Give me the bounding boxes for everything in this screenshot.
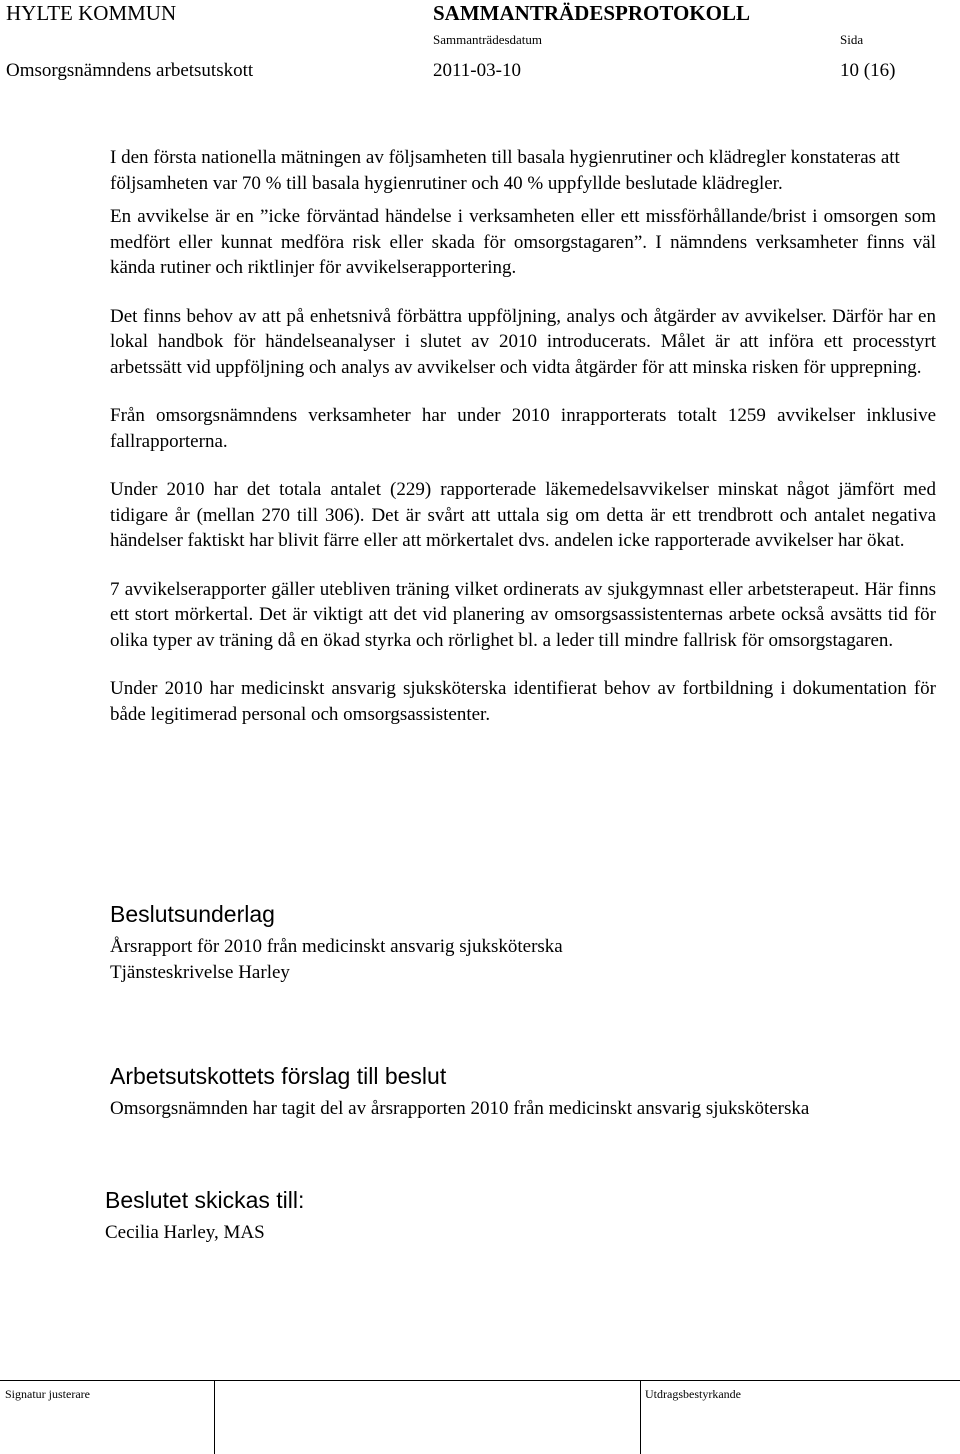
decision-basis-item: Tjänsteskrivelse Harley	[110, 962, 290, 983]
meeting-date-label: Sammanträdesdatum	[433, 32, 543, 47]
committee-name: Omsorgsnämndens arbetsutskott	[6, 60, 254, 81]
body-paragraph: I den första nationella mätningen av följsamheten till basala hygienrutiner och klädregler konstateras att följsamheten var 70 % till basala hygienrutiner och 40 % uppfyllde beslutade klädregler.	[110, 147, 900, 194]
body-paragraph: Det finns behov av att på enhetsnivå förbättra uppföljning, analys och åtgärder av avvikelser. Därför har en lokal handbok för händelseanalyser i slutet av 2010 introducerats. Målet är att införa ett processtyrt arbetssätt vid uppföljning och analys av avvikelser och vidta åtgärder för att minska risken för upprepning.	[110, 305, 936, 378]
decision-basis-item: Årsrapport för 2010 från medicinskt ansvarig sjuksköterska	[110, 936, 563, 957]
signature-label: Signatur justerare	[5, 1387, 90, 1401]
document-type: SAMMANTRÄDESPROTOKOLL	[433, 1, 750, 25]
page-label: Sida	[840, 32, 864, 47]
decision-basis-section	[110, 900, 940, 986]
meeting-date: 2011-03-10	[433, 60, 521, 81]
proposal-text: Omsorgsnämnden har tagit del av årsrapporten 2010 från medicinskt ansvarig sjuksköterska	[110, 1098, 810, 1119]
decision-basis-heading: Beslutsunderlag	[110, 901, 275, 927]
extract-certification-label: Utdragsbestyrkande	[645, 1387, 741, 1401]
page-number: 10 (16)	[840, 60, 896, 81]
body-paragraph: Från omsorgsnämndens verksamheter har under 2010 inrapporterats totalt 1259 avvikelser inklusive fallrapporterna.	[110, 405, 936, 452]
footer-divider	[214, 1380, 215, 1454]
footer-divider	[640, 1380, 641, 1454]
body-paragraph: Under 2010 har det totala antalet (229) rapporterade läkemedelsavvikelser minskat något jämfört med tidigare år (mellan 270 till 306). Det är svårt att uttala sig om detta är ett trendbrott och antalet negativa händelser faktiskt har blivit färre eller att mörkertalet dvs. andelen icke rapporterade avvikelser har ökat.	[110, 479, 936, 551]
body-paragraph: En avvikelse är en ”icke förväntad händelse i verksamheten eller ett missförhållande/brist i omsorgen som medfört eller kunnat medföra risk eller skada för omsorgstagaren”. I nämndens verksamheter finns väl kända rutiner och riktlinjer för avvikelserapportering.	[110, 206, 936, 278]
distribution-section	[105, 1186, 935, 1246]
body-paragraph: 7 avvikelserapporter gäller utebliven träning vilket ordinerats av sjukgymnast eller arbetsterapeut. Här finns ett stort mörkertal. Det är viktigt att det vid planering av omsorgsassistenternas arbete också avsätts tid för olika typer av träning då en ökad styrka och rörlighet bl. a leder till mindre fallrisk för omsorgstagaren.	[110, 578, 936, 651]
distribution-heading: Beslutet skickas till:	[105, 1187, 305, 1213]
footer-rule	[0, 1380, 960, 1381]
proposal-heading: Arbetsutskottets förslag till beslut	[110, 1063, 447, 1089]
signature-footer	[0, 1380, 960, 1454]
distribution-recipient: Cecilia Harley, MAS	[105, 1222, 265, 1243]
body-paragraph: Under 2010 har medicinskt ansvarig sjuksköterska identifierat behov av fortbildning i dokumentation för både legitimerad personal och omsorgsassistenter.	[110, 678, 936, 725]
proposal-section	[110, 1062, 940, 1122]
protocol-body	[110, 145, 936, 750]
organization-name: HYLTE KOMMUN	[6, 1, 177, 25]
